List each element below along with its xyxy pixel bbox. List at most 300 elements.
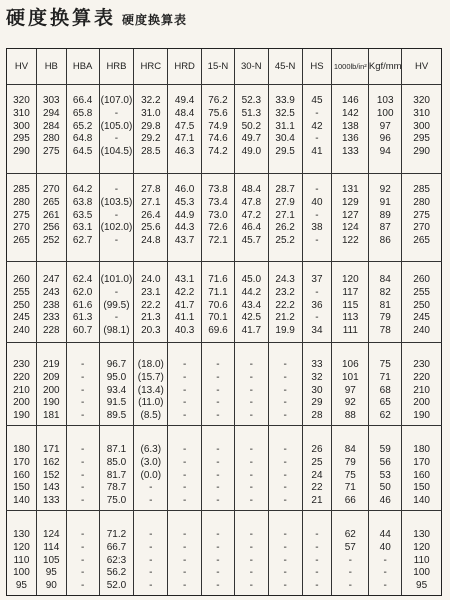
table-cell: 233 <box>42 312 60 324</box>
table-cell: 245 <box>413 312 430 324</box>
table-cell: 190 <box>42 397 60 409</box>
table-cell: 300 <box>13 120 30 132</box>
table-cell: 290 <box>13 146 30 158</box>
table-cell: 275 <box>42 146 60 158</box>
table-cell: 284 <box>42 120 60 132</box>
table-cell: 27.8 <box>141 184 161 195</box>
table-cell: 78 <box>379 325 391 337</box>
table-cell: 43.1 <box>174 274 195 285</box>
table-cell: - <box>315 541 319 553</box>
table-cell: 255 <box>413 286 430 298</box>
table-cell: - <box>315 529 319 540</box>
table-cell: 65 <box>379 397 391 409</box>
table-cell: 180 <box>413 444 430 455</box>
table-cell: 22.2 <box>275 299 295 311</box>
table-cell: 60.7 <box>72 325 93 337</box>
table-cell: 63.5 <box>72 209 93 221</box>
table-cell: - <box>283 444 287 455</box>
column-tensile-kgf <box>369 49 402 595</box>
table-cell: 160 <box>13 469 30 481</box>
table-cell: 49.4 <box>174 95 195 106</box>
table-cell: 72.1 <box>208 235 228 247</box>
table-cell: 76.2 <box>208 95 228 106</box>
table-cell: 256 <box>42 222 60 234</box>
table-cell: 59 <box>379 444 391 455</box>
table-cell: 133 <box>341 146 359 158</box>
table-cell: 280 <box>413 196 430 208</box>
table-cell: 70.1 <box>208 312 228 324</box>
table-cell: 71.2 <box>106 529 127 540</box>
table-cell: - <box>283 482 287 494</box>
table-cell: - <box>216 495 220 507</box>
table-cell: 62.7 <box>72 235 93 247</box>
column-hba <box>67 49 100 595</box>
column-header: 1000lb/in² <box>332 49 368 85</box>
table-cell: - <box>149 529 153 540</box>
table-cell: 180 <box>13 444 30 455</box>
table-cell: 89 <box>379 209 391 221</box>
table-cell: - <box>283 397 287 409</box>
table-cell: 89.5 <box>106 410 127 422</box>
table-cell: - <box>149 495 153 507</box>
table-cell: 32.5 <box>275 107 295 119</box>
page-subtitle: 硬度换算表 <box>122 13 188 27</box>
table-cell: 34 <box>311 325 323 337</box>
table-cell: 45.7 <box>241 235 262 247</box>
table-cell: 124 <box>341 222 359 234</box>
table-cell: (103.5) <box>100 196 133 208</box>
table-cell: 285 <box>413 184 430 195</box>
table-cell: - <box>249 469 253 481</box>
table-cell: - <box>249 541 253 553</box>
table-cell: 92 <box>379 184 391 195</box>
group-divider <box>6 173 442 174</box>
table-cell: 240 <box>13 325 30 337</box>
table-cell: - <box>182 444 187 455</box>
group-divider <box>6 261 442 262</box>
table-cell: 146 <box>341 95 359 106</box>
table-cell: 95 <box>45 567 57 579</box>
table-cell: - <box>182 469 187 481</box>
group-divider <box>6 510 442 511</box>
group-divider <box>6 425 442 426</box>
table-cell: 71.1 <box>208 286 228 298</box>
table-cell: 130 <box>13 529 30 540</box>
table-cell: - <box>283 554 287 566</box>
table-cell: 93.4 <box>106 384 127 396</box>
table-cell: 33.9 <box>275 95 295 106</box>
table-cell: 280 <box>42 133 60 145</box>
table-cell: 53 <box>379 469 391 481</box>
table-cell: - <box>283 384 287 396</box>
table-cell: 61.6 <box>72 299 93 311</box>
table-cell: - <box>80 371 85 383</box>
table-cell: 250 <box>13 299 30 311</box>
table-cell: 75 <box>344 469 356 481</box>
table-cell: 243 <box>42 286 60 298</box>
table-cell: 294 <box>42 107 60 119</box>
table-cell: 24.0 <box>141 274 161 285</box>
table-cell: - <box>114 312 119 324</box>
column-header: HBA <box>67 49 99 85</box>
table-cell: 220 <box>413 371 430 383</box>
table-cell: 44.9 <box>174 209 195 221</box>
table-cell: - <box>80 541 85 553</box>
table-cell: - <box>249 384 253 396</box>
table-cell: 190 <box>13 410 30 422</box>
table-cell: 62:3 <box>106 554 127 566</box>
table-cell: 91.5 <box>106 397 127 409</box>
table-cell: 200 <box>413 397 430 409</box>
table-cell: (101.0) <box>100 274 133 285</box>
table-cell: 22 <box>311 482 323 494</box>
column-hrb <box>100 49 135 595</box>
table-cell: 110 <box>413 554 430 566</box>
table-cell: 265 <box>413 235 430 247</box>
table-cell: - <box>315 554 319 566</box>
table-cell: 46.3 <box>174 146 195 158</box>
table-cell: 138 <box>341 120 359 132</box>
table-cell: 29.2 <box>141 133 161 145</box>
column-hv-right <box>402 49 441 595</box>
table-cell: 28 <box>311 410 323 422</box>
table-cell: - <box>149 554 153 566</box>
column-header: HRB <box>100 49 134 85</box>
table-cell: 27.1 <box>275 209 295 221</box>
table-cell: - <box>216 397 220 409</box>
table-cell: 20.3 <box>141 325 161 337</box>
table-cell: 300 <box>413 120 430 132</box>
table-cell: 29 <box>311 397 323 409</box>
table-cell: 46.0 <box>174 184 195 195</box>
table-cell: 42 <box>311 120 323 132</box>
table-cell: - <box>80 397 85 409</box>
table-cell: 26 <box>311 444 323 455</box>
table-cell: 97 <box>344 384 356 396</box>
column-header: HB <box>37 49 66 85</box>
table-cell: 28.5 <box>141 146 161 158</box>
table-cell: 295 <box>413 133 430 145</box>
table-cell: - <box>216 567 220 579</box>
table-cell: 75 <box>379 359 391 370</box>
column-header: HV <box>7 49 36 85</box>
table-cell: - <box>149 541 153 553</box>
table-cell: 75.6 <box>208 107 228 119</box>
table-cell: - <box>315 580 319 592</box>
table-cell: 320 <box>13 95 30 106</box>
table-cell: - <box>182 529 187 540</box>
table-cell: 75.0 <box>106 495 127 507</box>
table-cell: 101 <box>341 371 359 383</box>
table-cell: 261 <box>42 209 60 221</box>
table-cell: 41.7 <box>174 299 195 311</box>
table-cell: 45.3 <box>174 196 195 208</box>
table-cell: 21.3 <box>141 312 161 324</box>
table-cell: 27.1 <box>141 196 161 208</box>
table-cell: 73.8 <box>208 184 228 195</box>
table-cell: 71 <box>344 482 356 494</box>
column-header: HS <box>303 49 332 85</box>
table-cell: 120 <box>341 274 359 285</box>
table-cell: 64.8 <box>72 133 93 145</box>
table-cell: 88 <box>344 410 356 422</box>
table-cell: 25.2 <box>275 235 295 247</box>
table-cell: - <box>216 469 220 481</box>
table-cell: 140 <box>13 495 30 507</box>
table-cell: - <box>216 554 220 566</box>
table-cell: 260 <box>13 274 30 285</box>
table-cell: 150 <box>413 482 430 494</box>
table-cell: 33 <box>311 359 323 370</box>
table-cell: 81 <box>379 299 391 311</box>
table-cell: - <box>216 371 220 383</box>
table-cell: 106 <box>341 359 359 370</box>
column-hs <box>303 49 333 595</box>
table-cell: 100 <box>13 567 30 579</box>
column-hb <box>37 49 67 595</box>
table-cell: - <box>216 541 220 553</box>
column-30n <box>235 49 269 595</box>
table-cell: 140 <box>413 495 430 507</box>
table-cell: 37 <box>311 274 323 285</box>
table-cell: - <box>114 209 119 221</box>
table-cell: 63.8 <box>72 196 93 208</box>
table-cell: 181 <box>42 410 60 422</box>
column-header: 45-N <box>269 49 302 85</box>
table-cell: 78.7 <box>106 482 127 494</box>
table-cell: - <box>249 444 253 455</box>
table-cell: 295 <box>13 133 30 145</box>
table-cell: 245 <box>13 312 30 324</box>
table-cell: 66.4 <box>72 95 93 106</box>
table-cell: 150 <box>13 482 30 494</box>
table-cell: 240 <box>413 325 430 337</box>
table-cell: 79 <box>379 312 391 324</box>
table-cell: 247 <box>42 274 60 285</box>
table-cell: 31.1 <box>275 120 295 132</box>
table-cell: 160 <box>413 469 430 481</box>
table-cell: 100 <box>413 567 430 579</box>
table-cell: 95 <box>15 580 27 592</box>
column-hrc <box>134 49 168 595</box>
column-header: HV <box>402 49 441 85</box>
table-cell: 255 <box>13 286 30 298</box>
table-cell: - <box>348 580 352 592</box>
table-cell: 26.4 <box>141 209 161 221</box>
table-cell: 265 <box>13 235 30 247</box>
table-cell: 40 <box>379 541 391 553</box>
table-cell: - <box>216 444 220 455</box>
table-cell: 129 <box>341 196 359 208</box>
table-cell: - <box>182 359 187 370</box>
table-cell: 171 <box>42 444 60 455</box>
table-cell: 27.9 <box>275 196 295 208</box>
table-cell: 84 <box>344 444 356 455</box>
table-cell: - <box>182 410 187 422</box>
column-header: Kgf/mm <box>369 49 401 85</box>
table-cell: 85.0 <box>106 456 127 468</box>
table-cell: 40 <box>311 196 323 208</box>
table-cell: - <box>315 235 319 247</box>
table-cell: (99.5) <box>103 299 130 311</box>
table-cell: 270 <box>413 222 430 234</box>
table-cell: 79 <box>344 456 356 468</box>
table-cell: 23.2 <box>275 286 295 298</box>
table-cell: 22.2 <box>141 299 161 311</box>
table-cell: 31.0 <box>141 107 161 119</box>
table-cell: 310 <box>13 107 30 119</box>
table-cell: 21 <box>311 495 323 507</box>
table-cell: 61.3 <box>72 312 93 324</box>
table-cell: 131 <box>341 184 359 195</box>
table-cell: 230 <box>13 359 30 370</box>
column-header: HRC <box>134 49 167 85</box>
table-cell: - <box>283 410 287 422</box>
table-cell: 48.4 <box>241 184 262 195</box>
table-cell: 26.2 <box>275 222 295 234</box>
table-cell: 230 <box>413 359 430 370</box>
table-cell: 210 <box>13 384 30 396</box>
table-cell: 24.8 <box>141 235 161 247</box>
table-cell: 275 <box>413 209 430 221</box>
table-cell: - <box>249 359 253 370</box>
table-cell: 44.3 <box>174 222 195 234</box>
table-cell: 200 <box>13 397 30 409</box>
table-cell: 84 <box>379 274 391 285</box>
table-cell: (15.7) <box>137 371 164 383</box>
table-cell: - <box>283 567 287 579</box>
table-cell: 32.2 <box>141 95 161 106</box>
table-cell: 56.2 <box>106 567 127 579</box>
table-cell: 133 <box>42 495 60 507</box>
table-cell: - <box>80 495 85 507</box>
table-cell: 73.4 <box>208 196 228 208</box>
table-cell: - <box>216 456 220 468</box>
table-cell: 25 <box>311 456 323 468</box>
table-cell: - <box>383 554 387 566</box>
table-cell: 36 <box>311 299 323 311</box>
table-cell: 44 <box>379 529 391 540</box>
table-cell: 117 <box>342 286 359 298</box>
table-cell: (0.0) <box>140 469 162 481</box>
column-header: 30-N <box>235 49 268 85</box>
table-cell: 310 <box>413 107 430 119</box>
column-header: HRD <box>168 49 201 85</box>
table-cell: 74.2 <box>208 146 228 158</box>
table-cell: - <box>249 456 253 468</box>
table-cell: - <box>182 371 187 383</box>
table-cell: - <box>315 312 319 324</box>
table-cell: 52.0 <box>106 580 127 592</box>
table-cell: 95.0 <box>106 371 127 383</box>
table-cell: - <box>80 567 85 579</box>
table-cell: (11.0) <box>138 397 164 409</box>
table-cell: 32 <box>311 371 323 383</box>
table-cell: 52.3 <box>241 95 262 106</box>
table-cell: (98.1) <box>103 325 130 337</box>
table-cell: 280 <box>13 196 30 208</box>
table-cell: - <box>383 580 387 592</box>
table-cell: (104.5) <box>100 146 133 158</box>
table-cell: - <box>182 541 187 553</box>
table-cell: 70.6 <box>208 299 228 311</box>
table-cell: - <box>283 580 287 592</box>
table-cell: 65.8 <box>72 107 93 119</box>
table-cell: - <box>315 133 319 145</box>
table-cell: 219 <box>42 359 60 370</box>
table-cell: 49.0 <box>241 146 262 158</box>
table-cell: 43.7 <box>174 235 195 247</box>
table-cell: 56 <box>379 456 391 468</box>
table-cell: - <box>182 580 187 592</box>
table-cell: - <box>182 397 187 409</box>
table-cell: 265 <box>42 196 60 208</box>
table-cell: 290 <box>413 146 430 158</box>
table-cell: 190 <box>413 410 430 422</box>
table-cell: 25.6 <box>141 222 161 234</box>
table-cell: - <box>216 410 220 422</box>
table-cell: 49.7 <box>241 133 262 145</box>
table-cell: - <box>80 456 85 468</box>
table-cell: 170 <box>413 456 430 468</box>
table-cell: 127 <box>341 209 359 221</box>
table-cell: 64.5 <box>72 146 93 158</box>
table-cell: 97 <box>379 120 391 132</box>
table-cell: - <box>315 209 319 221</box>
table-cell: 48.4 <box>174 107 195 119</box>
column-15n <box>202 49 235 595</box>
page-title: 硬度换算表 <box>6 7 117 29</box>
table-cell: - <box>149 580 153 592</box>
table-cell: - <box>216 529 220 540</box>
table-cell: 105 <box>42 554 60 566</box>
table-cell: - <box>249 580 253 592</box>
table-cell: 120 <box>13 541 30 553</box>
hardness-table <box>6 48 442 596</box>
table-cell: - <box>315 184 319 195</box>
table-cell: 260 <box>413 274 430 285</box>
table-cell: - <box>80 469 85 481</box>
table-cell: 71 <box>379 371 391 383</box>
table-cell: 209 <box>42 371 60 383</box>
table-cell: 51.3 <box>241 107 262 119</box>
table-cell: - <box>249 567 253 579</box>
table-cell: 24 <box>311 469 323 481</box>
table-cell: 275 <box>13 209 30 221</box>
table-cell: - <box>80 384 85 396</box>
table-cell: 41.1 <box>174 312 195 324</box>
table-cell: 130 <box>413 529 430 540</box>
table-cell: - <box>80 482 85 494</box>
table-cell: 72.6 <box>208 222 228 234</box>
column-header: 15-N <box>202 49 234 85</box>
table-cell: - <box>114 184 119 195</box>
table-cell: 100 <box>376 107 394 119</box>
table-cell: 29.5 <box>275 146 295 158</box>
table-cell: 50.2 <box>241 120 262 132</box>
table-cell: 41.7 <box>241 325 262 337</box>
table-cell: 24.3 <box>275 274 295 285</box>
table-cell: 210 <box>413 384 430 396</box>
table-cell: 42.2 <box>174 286 195 298</box>
table-cell: - <box>283 529 287 540</box>
table-cell: 252 <box>42 235 60 247</box>
table-cell: 115 <box>342 299 359 311</box>
table-cell: 303 <box>42 95 60 106</box>
table-cell: - <box>315 286 319 298</box>
table-cell: 142 <box>341 107 359 119</box>
table-cell: 143 <box>42 482 60 494</box>
